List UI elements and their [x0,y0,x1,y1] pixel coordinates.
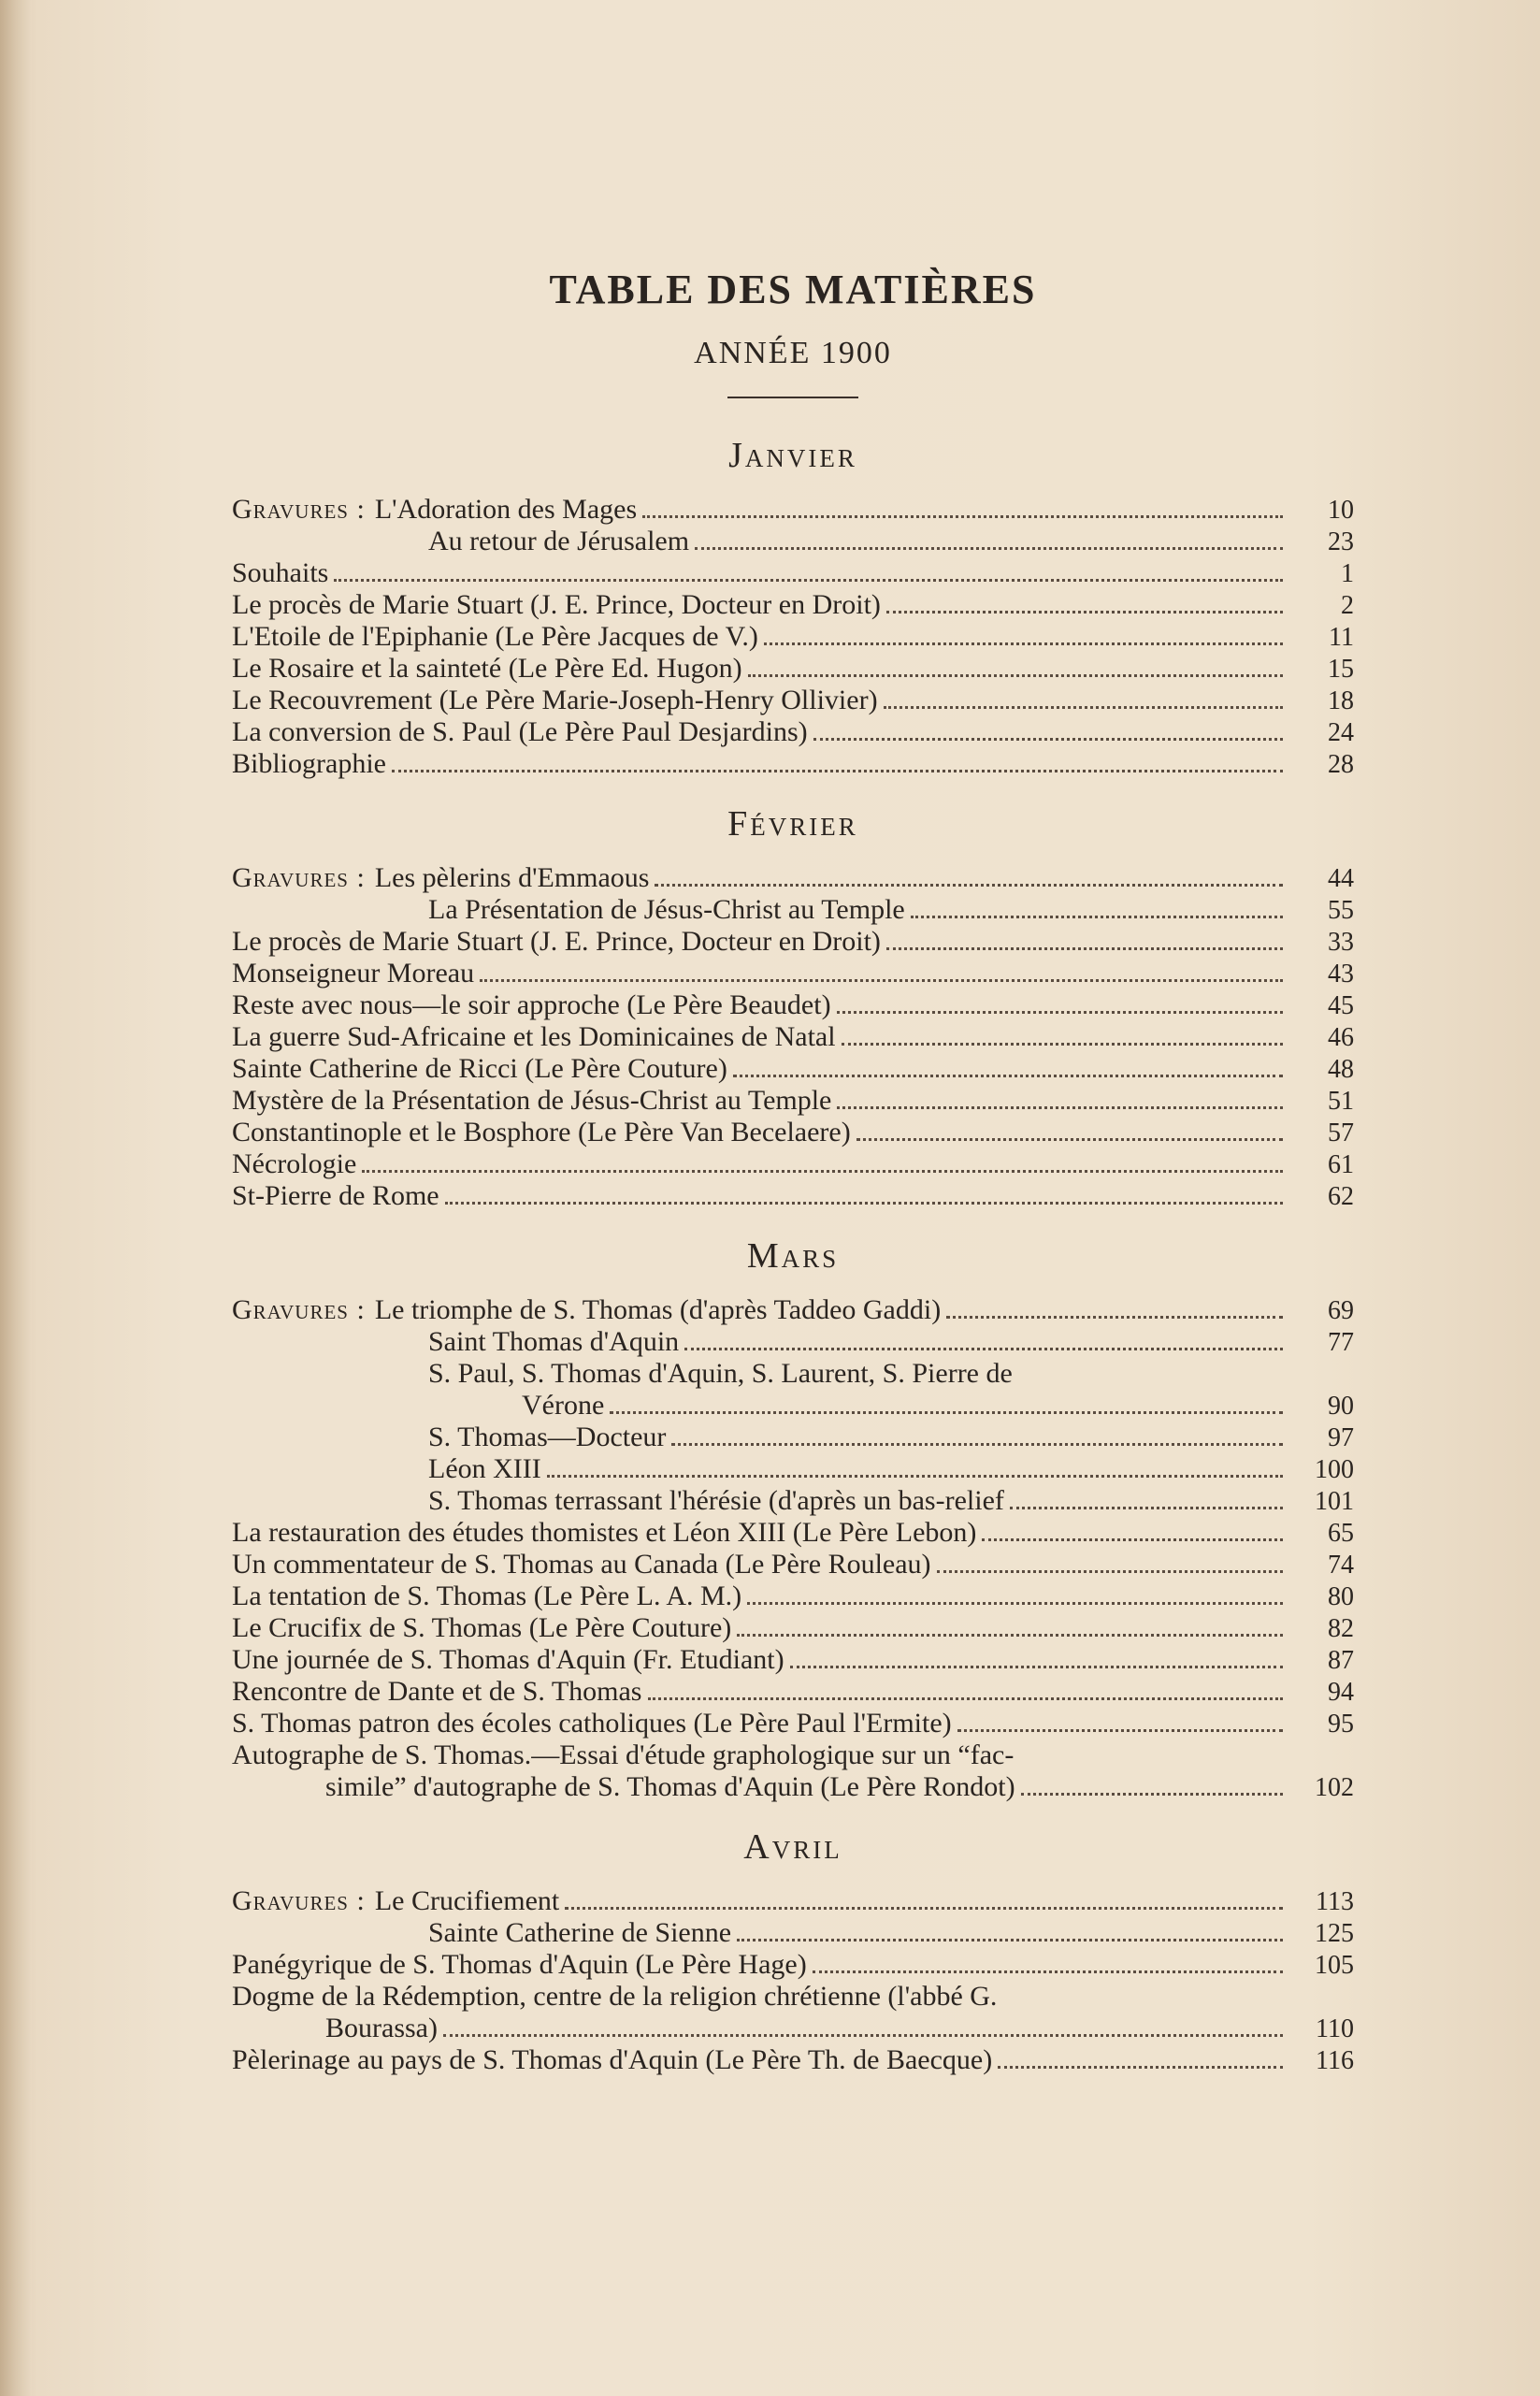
dot-leader [1021,1792,1283,1796]
entry-title: Le Crucifix de S. Thomas (Le Père Couture) [232,1612,732,1643]
entry-title: Un commentateur de S. Thomas au Canada (Le Père Rouleau) [232,1549,931,1580]
dot-leader [937,1569,1283,1573]
book-spine-edge [0,0,32,2396]
page-number: 65 [1328,1519,1354,1548]
entry-title: Léon XIII [428,1453,541,1484]
toc-entry [232,1885,1354,1917]
dot-leader [764,642,1283,645]
dot-leader [565,1906,1283,1910]
page-number: 45 [1328,991,1354,1020]
dot-leader [684,1347,1283,1350]
page-number: 105 [1315,1951,1354,1980]
page-number: 1 [1341,559,1354,588]
month-heading: Mars [746,1236,840,1276]
page-number: 44 [1328,864,1354,893]
toc-entry [232,748,1354,780]
entry-title-continued: simile” d'autographe de S. Thomas d'Aquin (Le Père Rondot) [325,1771,1015,1802]
entry-title: Bibliographie [232,748,386,779]
dot-leader [1010,1506,1283,1509]
page-number: 28 [1328,750,1354,779]
entry-title: Panégyrique de S. Thomas d'Aquin (Le Père Hage) [232,1949,807,1980]
dot-leader [813,737,1283,741]
page-number: 61 [1328,1150,1354,1179]
toc-entry [232,1294,1354,1326]
entry-title: Les pèlerins d'Emmaous [374,862,650,893]
page-number: 74 [1328,1551,1354,1580]
dot-leader [655,883,1283,887]
dot-leader [610,1410,1283,1414]
dot-leader [748,673,1283,677]
page-number: 43 [1328,960,1354,989]
page-number: 82 [1328,1614,1354,1643]
toc-entry [232,716,1354,748]
toc-entry [232,685,1354,716]
page-number: 57 [1328,1119,1354,1147]
toc-entry [232,862,1354,894]
toc-entry [232,1949,1354,1981]
dot-leader [856,1137,1283,1141]
entry-title: Rencontre de Dante et de S. Thomas [232,1676,642,1707]
entry-title-continued: Vérone [522,1390,605,1421]
toc-entry [232,1053,1354,1085]
dot-leader [886,610,1283,613]
toc-entry [232,1085,1354,1117]
entry-title: Sainte Catherine de Ricci (Le Père Couture) [232,1053,727,1084]
toc-entry [232,894,1354,926]
entry-title: Le procès de Marie Stuart (J. E. Prince, Docteur en Droit) [232,589,881,620]
dot-leader [946,1315,1283,1319]
dot-leader [642,514,1283,518]
month-section [232,1824,1354,2076]
toc-entry-line: Dogme de la Rédemption, centre de la religion chrétienne (l'abbé G. [232,1981,998,2012]
toc-entry [232,1771,1354,1803]
dot-leader [790,1665,1283,1668]
toc-entry [232,926,1354,958]
dot-leader [737,1938,1283,1941]
entry-title: Mystère de la Présentation de Jésus-Christ au Temple [232,1085,832,1116]
dot-leader [392,769,1283,772]
toc-entry [232,1117,1354,1148]
page-number: 10 [1328,496,1354,525]
toc-entry [232,1612,1354,1644]
entry-title: L'Etoile de l'Epiphanie (Le Père Jacques de V.) [232,621,758,652]
divider [727,397,858,398]
page-number: 94 [1328,1678,1354,1707]
toc-entry [232,1517,1354,1549]
page-number: 33 [1328,928,1354,957]
entry-title: La tentation de S. Thomas (Le Père L. A. M.) [232,1580,742,1611]
month-section [232,432,1354,780]
page-number: 100 [1315,1455,1354,1484]
dot-leader [445,1201,1283,1205]
sections-container [232,432,1354,2076]
toc-entry [232,1676,1354,1708]
dot-leader [998,2065,1283,2069]
dot-leader [480,978,1283,982]
page-number: 113 [1316,1887,1354,1916]
page-number: 62 [1328,1182,1354,1211]
dot-leader [695,546,1283,550]
toc-entry [232,653,1354,685]
entry-title: La restauration des études thomistes et Léon XIII (Le Père Lebon) [232,1517,977,1548]
page-number: 69 [1328,1296,1354,1325]
entry-title: Nécrologie [232,1148,357,1179]
entry-title: Le triomphe de S. Thomas (d'après Taddeo Gaddi) [374,1294,942,1325]
page-number: 23 [1328,527,1354,556]
page-number: 55 [1328,896,1354,925]
entry-title: Le Recouvrement (Le Père Marie-Joseph-Henry Ollivier) [232,685,878,715]
entry-title: L'Adoration des Mages [374,494,638,525]
entry-title: S. Thomas terrassant l'hérésie (d'après un bas-relief [428,1485,1004,1516]
entry-title: Saint Thomas d'Aquin [428,1326,680,1357]
entry-title-continued: Bourassa) [325,2013,438,2043]
toc-entry [232,1580,1354,1612]
page-number: 101 [1315,1487,1354,1516]
toc-entry [232,1644,1354,1676]
dot-leader [911,915,1283,918]
dot-leader [671,1442,1283,1446]
toc-entry-line: Autographe de S. Thomas.—Essai d'étude graphologique sur un “fac- [232,1739,1015,1770]
entry-title: Sainte Catherine de Sienne [428,1917,732,1948]
dot-leader [443,2033,1283,2037]
toc-entry [232,1021,1354,1053]
gravures-label: Gravures : [232,1885,366,1916]
page-number: 80 [1328,1582,1354,1611]
toc-entry [232,1326,1354,1358]
gravures-label: Gravures : [232,494,366,525]
page-title: TABLE DES MATIÈRES [549,267,1037,312]
page-number: 90 [1328,1392,1354,1421]
page-number: 97 [1328,1423,1354,1452]
dot-leader [837,1105,1283,1109]
dot-leader [982,1537,1283,1541]
page-number: 51 [1328,1087,1354,1116]
page-number: 18 [1328,686,1354,715]
page-number: 87 [1328,1646,1354,1675]
month-heading: Janvier [728,436,857,475]
entry-title: Au retour de Jérusalem [428,526,690,556]
toc-entry [232,494,1354,526]
page-number: 15 [1328,655,1354,684]
entry-title: Reste avec nous—le soir approche (Le Père Beaudet) [232,989,831,1020]
gravures-label: Gravures : [232,1294,366,1325]
entry-title: Le procès de Marie Stuart (J. E. Prince, Docteur en Droit) [232,926,881,957]
entry-title: La Présentation de Jésus-Christ au Temple [428,894,905,925]
toc-entry [232,526,1354,557]
month-section [232,1233,1354,1803]
page-number: 110 [1316,2014,1354,2043]
dot-leader [842,1042,1283,1046]
entry-title: S. Thomas—Docteur [428,1422,667,1452]
month-heading: Février [727,804,858,844]
entry-title: St-Pierre de Rome [232,1180,439,1211]
toc-entry [232,989,1354,1021]
dot-leader [737,1633,1283,1637]
entry-title: Constantinople et le Bosphore (Le Père Van Becelaere) [232,1117,851,1147]
entry-title: La conversion de S. Paul (Le Père Paul Desjardins) [232,716,808,747]
page-number: 24 [1328,718,1354,747]
page-number: 46 [1328,1023,1354,1052]
page-number: 102 [1315,1773,1354,1802]
page-number: 125 [1315,1919,1354,1948]
dot-leader [884,705,1283,709]
toc-entry [232,1422,1354,1453]
dot-leader [837,1010,1283,1014]
gravures-label: Gravures : [232,862,366,893]
page-subtitle: ANNÉE 1900 [694,336,892,370]
page-number: 77 [1328,1328,1354,1357]
page-number: 11 [1329,623,1354,652]
toc-entry [232,1180,1354,1212]
entry-title: Le Crucifiement [374,1885,560,1916]
dot-leader [648,1696,1284,1700]
dot-leader [733,1074,1283,1077]
toc-entry [232,589,1354,621]
entry-title: La guerre Sud-Africaine et les Dominicaines de Natal [232,1021,836,1052]
month-heading: Avril [743,1827,842,1867]
dot-leader [747,1601,1283,1605]
toc-entry [232,1148,1354,1180]
toc-entry [232,958,1354,989]
page-number: 95 [1328,1710,1354,1739]
table-of-contents [232,262,1354,2097]
dot-leader [957,1728,1283,1732]
entry-title: Monseigneur Moreau [232,958,475,989]
toc-entry [232,1453,1354,1485]
dot-leader [886,946,1283,950]
toc-entry [232,1485,1354,1517]
dot-leader [547,1474,1283,1478]
page-number: 48 [1328,1055,1354,1084]
toc-entry [232,2013,1354,2044]
entry-title: Une journée de S. Thomas d'Aquin (Fr. Etudiant) [232,1644,784,1675]
toc-entry [232,557,1354,589]
toc-entry [232,1708,1354,1739]
toc-entry-line: S. Paul, S. Thomas d'Aquin, S. Laurent, S. Pierre de [428,1358,1013,1389]
toc-entry [232,621,1354,653]
toc-entry [232,1917,1354,1949]
toc-entry [232,1390,1354,1422]
entry-title: Pèlerinage au pays de S. Thomas d'Aquin (Le Père Th. de Baecque) [232,2044,993,2075]
page-number: 116 [1316,2046,1354,2075]
toc-entry [232,1549,1354,1580]
dot-leader [813,1970,1283,1973]
entry-title: S. Thomas patron des écoles catholiques (Le Père Paul l'Ermite) [232,1708,952,1739]
page-number: 2 [1341,591,1354,620]
dot-leader [334,578,1283,582]
toc-entry [232,2044,1354,2076]
entry-title: Souhaits [232,557,329,588]
dot-leader [362,1169,1283,1173]
month-section [232,801,1354,1212]
entry-title: Le Rosaire et la sainteté (Le Père Ed. Hugon) [232,653,742,684]
